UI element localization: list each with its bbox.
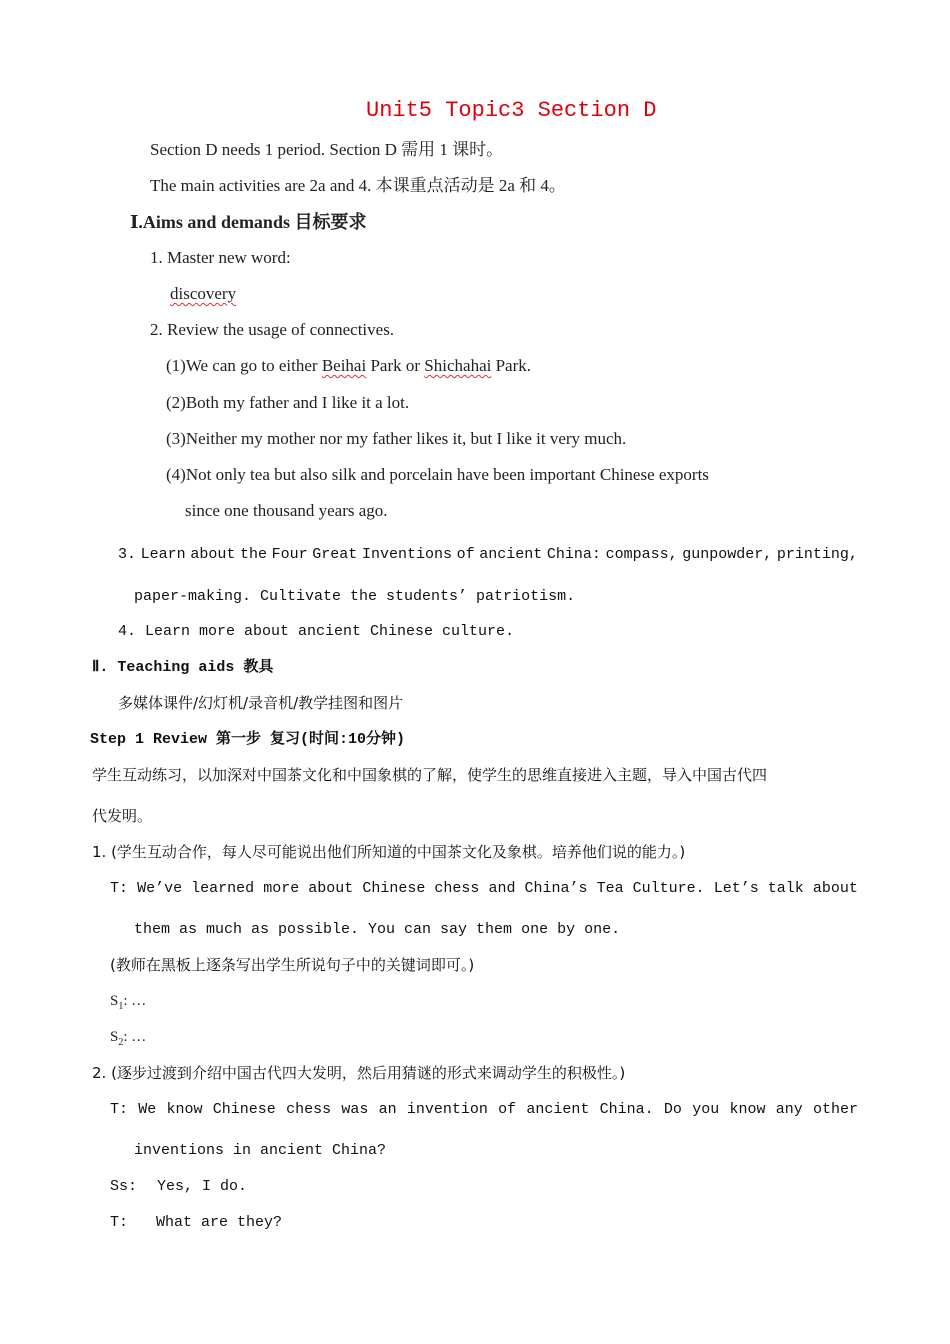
example-1 bbox=[166, 356, 531, 376]
student-1-line bbox=[110, 992, 146, 1013]
teacher-label: T: bbox=[110, 1214, 129, 1231]
aids-heading: Ⅱ. Teaching aids 教具 bbox=[92, 659, 274, 676]
aids-list: 多媒体课件/幻灯机/录音机/教学挂图和图片 bbox=[118, 694, 404, 712]
student-1-text: : … bbox=[123, 993, 147, 1009]
aims-item-3-line-2: paper-making. Cultivate the students’ patriotism. bbox=[134, 588, 576, 605]
aims-item-4: 4. Learn more about ancient Chinese culture. bbox=[118, 623, 515, 640]
step1-heading: Step 1 Review 第一步 复习(时间:10分钟) bbox=[90, 731, 406, 748]
intro-period: Section D needs 1 period. Section D 需用 1 课时。 bbox=[150, 140, 504, 159]
teacher-question-line bbox=[110, 1214, 282, 1232]
student-1-label: S bbox=[110, 993, 119, 1009]
activity-1-instruction: 1. (学生互动合作，每人尽可能说出他们所知道的中国茶文化及象棋。培养他们说的能力。) bbox=[92, 843, 686, 861]
example-1-part-a: (1)We can go to either bbox=[166, 356, 322, 375]
new-word: discovery bbox=[170, 284, 237, 303]
teacher-question: What are they? bbox=[156, 1214, 283, 1231]
page-title: Unit5 Topic3 Section D bbox=[366, 98, 657, 123]
place-shichahai: Shichahai bbox=[424, 356, 492, 375]
teacher-line-2a: T: We know Chinese chess was an invention of ancient China. Do you know any other bbox=[110, 1101, 858, 1118]
student-2-label: S bbox=[110, 1029, 119, 1045]
aims-item-2: 2. Review the usage of connectives. bbox=[150, 320, 395, 339]
step1-desc-line-2: 代发明。 bbox=[92, 807, 153, 825]
student-2-text: : … bbox=[123, 1029, 147, 1045]
teacher-line-2b: inventions in ancient China? bbox=[134, 1142, 387, 1159]
teacher-note: (教师在黑板上逐条写出学生所说句子中的关键词即可。) bbox=[110, 956, 475, 974]
aims-item-3-line-1: 3. Learn about the Four Great Inventions of ancient China: compass, gunpowder, printing, bbox=[118, 546, 858, 563]
students-label: Ss: bbox=[110, 1178, 138, 1195]
aims-item-1: 1. Master new word: bbox=[150, 248, 291, 267]
students-reply: Yes, I do. bbox=[157, 1178, 248, 1195]
student-1-subscript: 1 bbox=[118, 1001, 124, 1012]
teacher-line-1b: them as much as possible. You can say them one by one. bbox=[134, 921, 621, 938]
example-4-line-1: (4)Not only tea but also silk and porcelain have been important Chinese exports bbox=[166, 465, 709, 484]
step1-desc-line-1: 学生互动练习，以加深对中国茶文化和中国象棋的了解，使学生的思维直接进入主题，导入中国古代四 bbox=[92, 766, 768, 784]
example-4-line-2: since one thousand years ago. bbox=[185, 501, 388, 520]
intro-activities: The main activities are 2a and 4. 本课重点活动是 2a 和 4。 bbox=[150, 176, 566, 195]
example-1-part-e: Park. bbox=[491, 356, 532, 375]
students-line bbox=[110, 1178, 247, 1196]
example-3: (3)Neither my mother nor my father likes it, but I like it very much. bbox=[166, 429, 627, 448]
aims-heading: Ⅰ.Aims and demands 目标要求 bbox=[130, 212, 367, 232]
activity-2-instruction: 2. (逐步过渡到介绍中国古代四大发明，然后用猜谜的形式来调动学生的积极性。) bbox=[92, 1064, 626, 1082]
example-2: (2)Both my father and I like it a lot. bbox=[166, 393, 410, 412]
place-beihai: Beihai bbox=[321, 356, 367, 375]
student-2-subscript: 2 bbox=[118, 1037, 124, 1048]
student-2-line bbox=[110, 1028, 146, 1049]
teacher-line-1a: T: We’ve learned more about Chinese chess and China’s Tea Culture. Let’s talk about bbox=[110, 880, 858, 897]
example-1-part-c: Park or bbox=[366, 356, 425, 375]
